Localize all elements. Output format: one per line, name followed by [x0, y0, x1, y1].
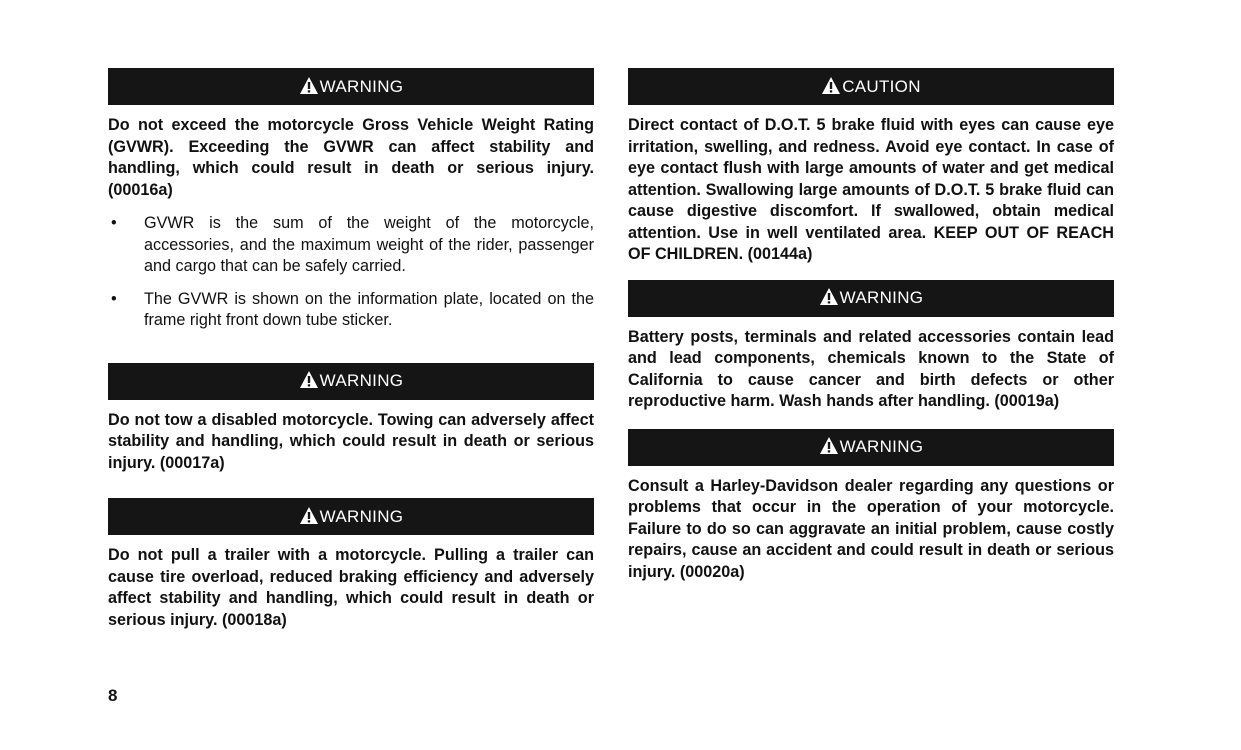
warning-text: Do not pull a trailer with a motorcycle. Pulling a trailer can cause tire overload, reduced braking efficiency and adversely affect stability and handling, which could result in death or serious injury. (00018a) [108, 546, 594, 629]
warning-banner [108, 498, 594, 535]
warning-banner [628, 429, 1114, 466]
warning-triangle-icon [299, 76, 319, 95]
gvwr-bullet-list [108, 213, 594, 332]
warning-text: Consult a Harley-Davidson dealer regarding any questions or problems that occur in the operation of your motorcycle. Failure to do so can aggravate an initial problem, cause costly repairs, cause an accident and could result in death or serious injury. (00020a) [628, 476, 1114, 581]
list-item-text: GVWR is the sum of the weight of the motorcycle, accessories, and the maximum weight of the rider, passenger and cargo that can be safely carried. [144, 214, 594, 275]
page-number: 8 [108, 686, 118, 705]
banner-label: WARNING [319, 506, 404, 526]
right-column [628, 68, 1114, 583]
warning-text: Do not tow a disabled motorcycle. Towing can adversely affect stability and handling, which could result in death or serious injury. (00017a) [108, 410, 594, 472]
warning-triangle-icon [299, 506, 319, 525]
warning-text: Do not exceed the motorcycle Gross Vehicle Weight Rating (GVWR). Exceeding the GVWR can affect stability and handling, which could result in death or serious injury. (00016a) [108, 116, 594, 199]
warning-banner [108, 363, 594, 400]
list-item [108, 213, 594, 278]
bullet-mark: • [111, 289, 117, 308]
banner-label: WARNING [839, 437, 924, 456]
warning-text: Battery posts, terminals and related accessories contain lead and lead components, chemicals known to the State of California to cause cancer and birth defects or other reproductive harm. Wash hands after handling. (00019a) [628, 327, 1114, 410]
warning-banner [628, 280, 1114, 317]
caution-banner [628, 68, 1114, 105]
banner-label: WARNING [319, 76, 404, 96]
banner-label: WARNING [319, 371, 404, 390]
list-item [108, 289, 594, 332]
warning-triangle-icon [299, 370, 319, 389]
list-item-text: The GVWR is shown on the information plate, located on the frame right front down tube sticker. [144, 289, 594, 329]
banner-label: WARNING [839, 288, 924, 307]
banner-label: CAUTION [842, 76, 921, 96]
warning-triangle-icon [821, 76, 841, 95]
bullet-mark: • [111, 214, 117, 232]
left-column [108, 68, 594, 631]
warning-triangle-icon [819, 436, 839, 455]
warning-triangle-icon [819, 287, 839, 306]
warning-banner [108, 68, 594, 105]
caution-text: Direct contact of D.O.T. 5 brake fluid with eyes can cause eye irritation, swelling, and redness. Avoid eye contact. In case of eye contact flush with large amounts of water and get medical attention. Swallowing large amounts of D.O.T. 5 brake fluid can cause digestive discomfort. If swallowed, obtain medical attention. Use in well ventilated area. KEEP OUT OF REACH OF CHILDREN. (00144a) [628, 116, 1114, 263]
